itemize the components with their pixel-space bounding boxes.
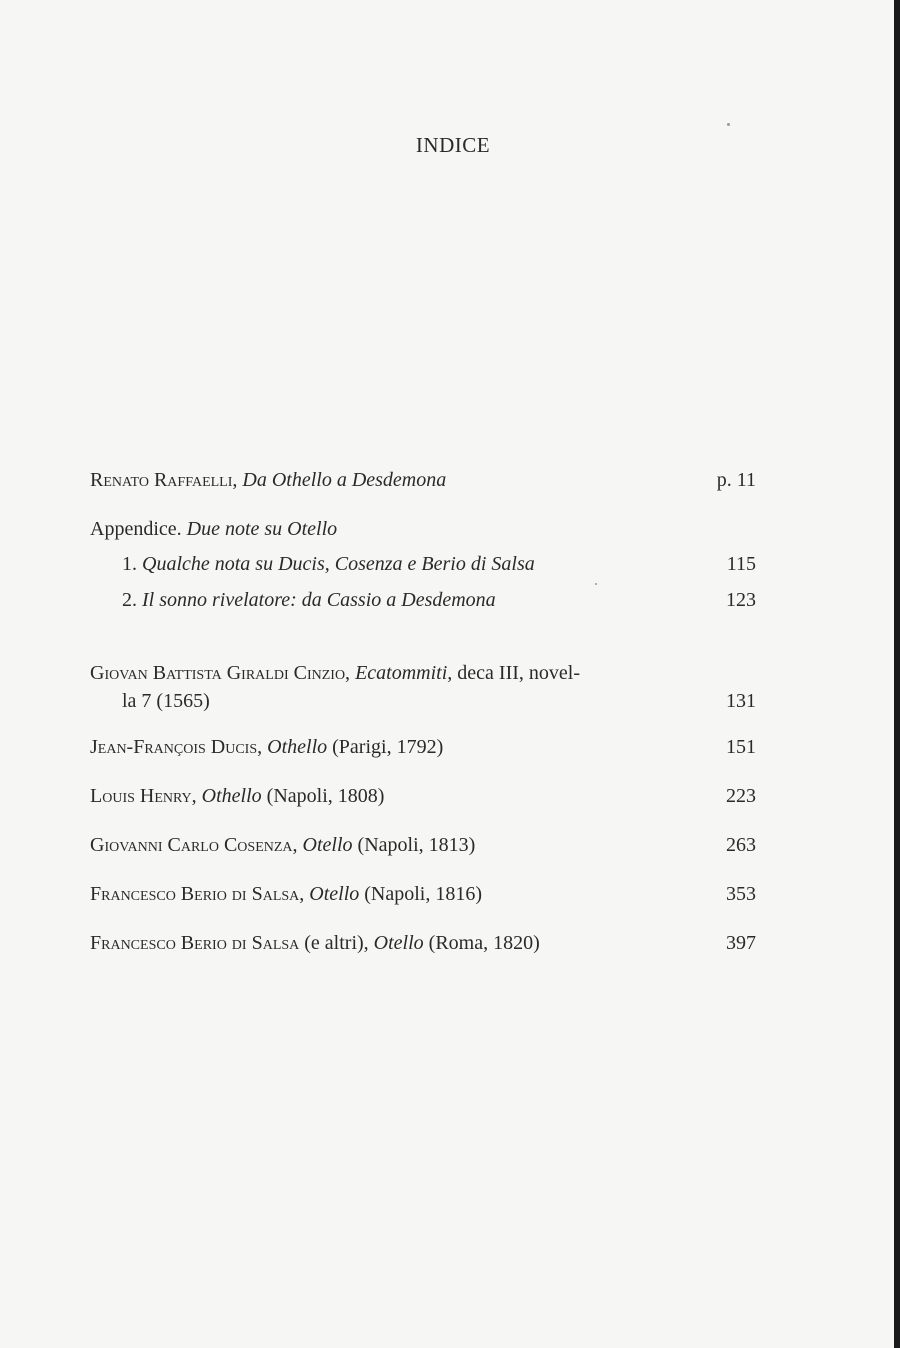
entry-title: Due note su Otello [186, 518, 338, 540]
entry-author: Louis Henry, [90, 785, 197, 807]
entry-number: 2. [122, 589, 137, 611]
entry-details-continued: la 7 (1565) [122, 690, 210, 712]
entry-details: deca III, novel- [457, 662, 580, 684]
entry-details-pre: (e altri), [304, 932, 369, 954]
entry-details: (Roma, 1820) [428, 932, 540, 954]
entry-page: 353 [726, 883, 756, 905]
toc-entry-appendice-1[interactable] [90, 550, 756, 578]
entry-page: 131 [726, 690, 756, 712]
entry-title: Il sonno rivelatore: da Cassio a Desdemona [142, 589, 496, 611]
entry-title: Qualche nota su Ducis, Cosenza e Berio di Salsa [142, 553, 535, 575]
page-title: INDICE [415, 133, 491, 157]
entry-page: 223 [726, 785, 756, 807]
paper-speck [595, 583, 597, 585]
toc-entry-appendice-2[interactable] [90, 586, 756, 614]
paper-speck [727, 123, 730, 126]
entry-author: Giovan Battista Giraldi Cinzio, [90, 662, 351, 684]
toc-entry-appendice[interactable] [90, 515, 756, 543]
entry-number: 1. [122, 553, 137, 575]
entry-title: Ecatommiti, [355, 662, 453, 684]
entry-page: p. 11 [716, 469, 756, 491]
entry-details: (Napoli, 1813) [357, 834, 476, 856]
entry-author: Jean-François Ducis, [90, 736, 263, 758]
entry-details: (Napoli, 1808) [266, 785, 385, 807]
entry-details: (Parigi, 1792) [332, 736, 444, 758]
entry-title: Othello [267, 736, 328, 758]
entry-author: Giovanni Carlo Cosenza, [90, 834, 298, 856]
entry-page: 123 [726, 589, 756, 611]
toc-entry-cosenza[interactable] [90, 831, 756, 859]
page-edge-shadow [894, 0, 900, 1348]
toc-entry-raffaelli[interactable] [90, 466, 756, 494]
entry-title: Da Othello a Desdemona [242, 469, 447, 491]
entry-page: 115 [726, 553, 756, 575]
toc-entry-henry[interactable] [90, 782, 756, 810]
entry-author: Renato Raffaelli, [90, 469, 238, 491]
entry-page: 263 [726, 834, 756, 856]
entry-details: (Napoli, 1816) [364, 883, 483, 905]
entry-page: 151 [726, 736, 756, 758]
entry-title: Otello [302, 834, 353, 856]
entry-title: Otello [309, 883, 360, 905]
toc-entry-berio-1816[interactable] [90, 880, 756, 908]
toc-entry-ducis[interactable] [90, 733, 756, 761]
entry-author: Francesco Berio di Salsa [90, 932, 300, 954]
entry-title: Othello [201, 785, 262, 807]
entry-title: Otello [373, 932, 424, 954]
entry-page: 397 [726, 932, 756, 954]
entry-prefix: Appendice. [90, 518, 182, 540]
entry-author: Francesco Berio di Salsa, [90, 883, 305, 905]
toc-entry-giraldi[interactable] [90, 659, 756, 715]
toc-entry-berio-1820[interactable] [90, 929, 756, 957]
